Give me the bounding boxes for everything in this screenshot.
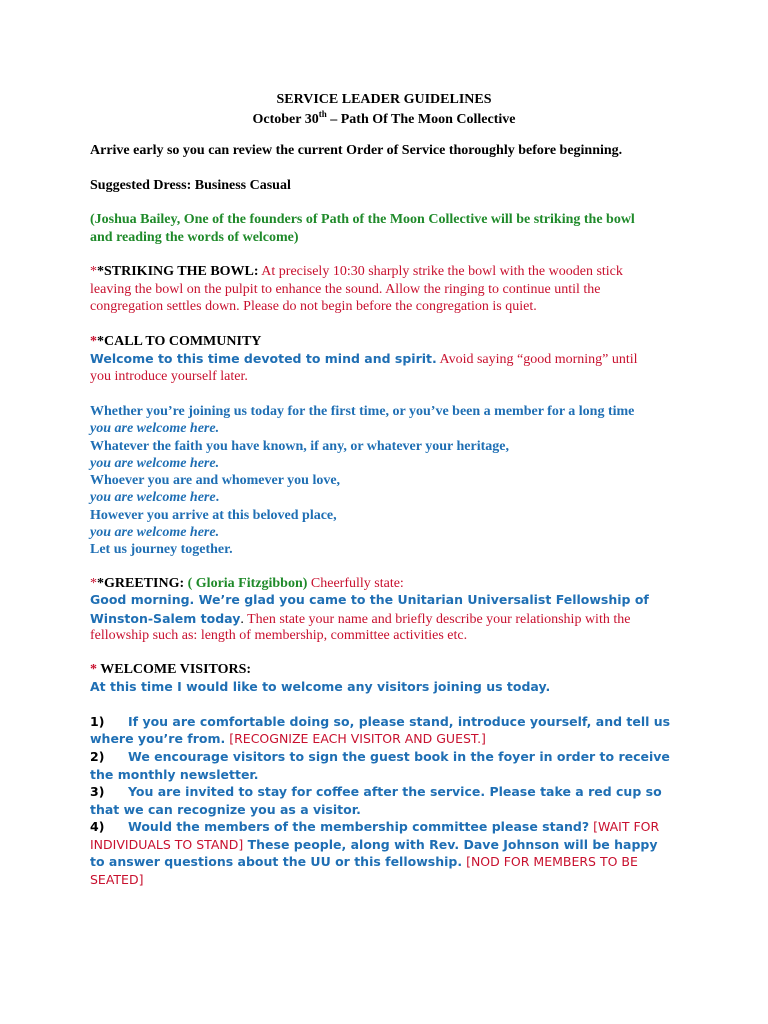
litany-response-3-text: you are welcome here	[90, 490, 216, 505]
visitor-item-4-text-d: SEATED]	[90, 872, 144, 887]
visitor-item-1-text-b: where you’re from.	[90, 731, 226, 746]
greeting-heading-line	[90, 576, 404, 592]
visitors-heading	[90, 662, 251, 678]
visitor-item-4-line-1	[90, 819, 659, 834]
subtitle-rest: – Path Of The Moon Collective	[326, 112, 516, 127]
founder-note-line-2: and reading the words of welcome)	[90, 230, 299, 245]
visitor-item-3-text-a: You are invited to stay for coffee after the service. Please take a red cup so	[128, 784, 662, 799]
greeting-name: ( Gloria Fitzgibbon)	[184, 576, 308, 591]
visitor-item-4-line-3	[90, 854, 638, 869]
greeting-line-3: fellowship such as: length of membership, committee activities etc.	[90, 628, 468, 643]
call-heading-text: *CALL TO COMMUNITY	[97, 334, 262, 349]
litany-line-1: Whether you’re joining us today for the first time, or you’ve been a member for a long time	[90, 404, 635, 419]
founder-note-line-1: (Joshua Bailey, One of the founders of Path of the Moon Collective will be striking the bowl	[90, 212, 635, 227]
visitor-item-4-number: 4)	[90, 819, 105, 834]
visitor-item-2-text-b: the monthly newsletter.	[90, 767, 259, 782]
litany-line-4: However you arrive at this beloved place,	[90, 508, 337, 523]
visitor-item-4-text-c: to answer questions about the UU or this fellowship.	[90, 854, 463, 869]
striking-text-2: leaving the bowl on the pulpit to enhance the sound. Allow the ringing to continue until the	[90, 282, 601, 297]
visitor-item-3-number: 3)	[90, 784, 105, 799]
call-note-1: Avoid saying “good morning” until	[436, 352, 638, 367]
greeting-instruction: Cheerfully state:	[307, 576, 404, 591]
striking-line-1	[90, 264, 623, 280]
visitor-item-4-note-a: [WAIT FOR	[589, 819, 660, 834]
visitor-item-4-note-b: INDIVIDUALS TO STAND]	[90, 837, 244, 852]
litany-response-2: you are welcome here.	[90, 456, 220, 471]
arrive-instruction: Arrive early so you can review the current Order of Service thoroughly before beginning.	[90, 143, 623, 158]
striking-text-3: congregation settles down. Please do not begin before the congregation is quiet.	[90, 299, 537, 314]
visitor-item-1-text-a: If you are comfortable doing so, please stand, introduce yourself, and tell us	[128, 714, 671, 729]
visitor-item-2-text-a: We encourage visitors to sign the guest book in the foyer in order to receive	[128, 749, 670, 764]
visitor-item-4-line-2	[90, 837, 658, 852]
litany-line-3: Whoever you are and whomever you love,	[90, 473, 341, 488]
visitor-item-4-text-a: Would the members of the membership committee please stand?	[128, 819, 590, 834]
litany-response-3-dot: .	[215, 490, 220, 505]
date-suffix: th	[318, 109, 327, 119]
dress-code: Suggested Dress: Business Casual	[90, 178, 291, 193]
date-day: October 30	[252, 112, 319, 127]
litany-response-3	[90, 490, 219, 506]
call-note-2: you introduce yourself later.	[90, 369, 248, 384]
visitor-item-4-note-c: [NOD FOR MEMBERS TO BE	[462, 854, 638, 869]
litany-response-4: you are welcome here.	[90, 525, 220, 540]
visitor-item-1-note: [RECOGNIZE EACH VISITOR AND GUEST.]	[225, 731, 486, 746]
visitor-item-3-line-1	[90, 784, 662, 799]
visitor-item-2-line-1	[90, 749, 670, 764]
greeting-heading: *GREETING:	[97, 576, 185, 591]
striking-heading: *STRIKING THE BOWL:	[97, 264, 259, 279]
visitor-item-4-text-b: These people, along with Rev. Dave Johnson will be happy	[243, 837, 658, 852]
striking-text-1: At precisely 10:30 sharply strike the bowl with the wooden stick	[258, 264, 623, 279]
visitors-heading-star: *	[90, 662, 97, 677]
visitors-heading-text: WELCOME VISITORS:	[97, 662, 252, 677]
visitor-item-1-number: 1)	[90, 714, 105, 729]
litany-line-5: Let us journey together.	[90, 542, 233, 557]
visitor-item-1-line-1	[90, 714, 670, 729]
visitor-item-2-number: 2)	[90, 749, 105, 764]
litany-response-1: you are welcome here.	[90, 421, 220, 436]
visitors-intro: At this time I would like to welcome any visitors joining us today.	[90, 679, 551, 694]
visitor-item-1-line-2	[90, 731, 486, 746]
call-heading-star: *	[90, 334, 97, 349]
striking-heading-star: *	[90, 264, 97, 279]
litany-line-2: Whatever the faith you have known, if any, or whatever your heritage,	[90, 439, 509, 454]
document-subtitle	[0, 109, 768, 128]
visitor-item-3-text-b: that we can recognize you as a visitor.	[90, 802, 361, 817]
greeting-line-2	[90, 610, 630, 628]
greeting-line-2-dot: .	[240, 612, 244, 627]
call-welcome: Welcome to this time devoted to mind and spirit.	[90, 351, 437, 366]
document-title: SERVICE LEADER GUIDELINES	[276, 92, 492, 107]
greeting-line-1: Good morning. We’re glad you came to the Unitarian Universalist Fellowship of	[90, 592, 649, 607]
call-heading	[90, 334, 261, 350]
greeting-line-2-note: Then state your name and briefly describe your relationship with the	[243, 612, 631, 627]
call-welcome-line	[90, 351, 638, 368]
greeting-line-2-text: Winston-Salem today	[90, 611, 241, 626]
greeting-heading-star: *	[90, 576, 97, 591]
